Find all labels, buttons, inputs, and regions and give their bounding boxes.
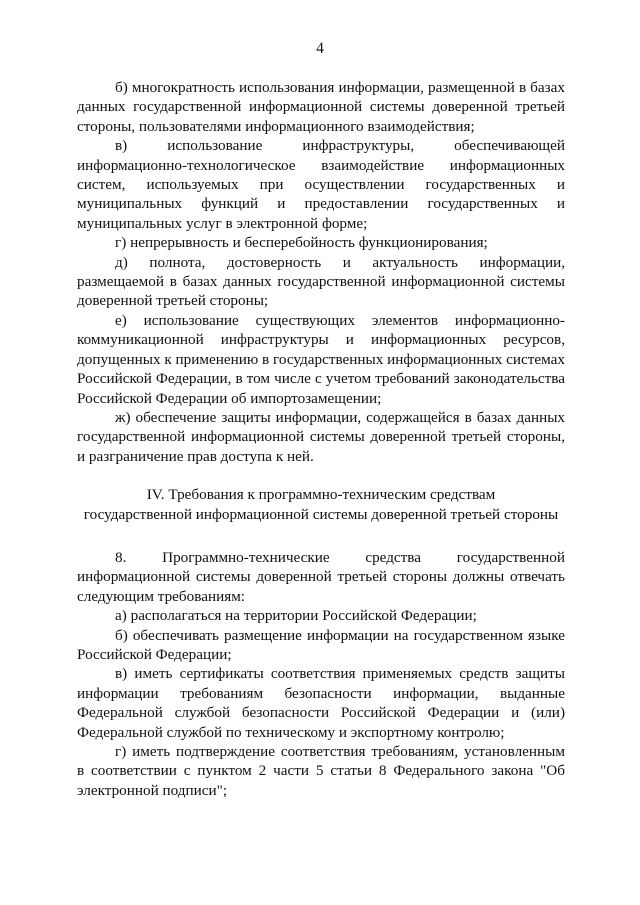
paragraph-d: д) полнота, достоверность и актуальность информации, размещаемой в базах данных государственной информационной системы доверенной третьей стороны; <box>77 253 565 310</box>
document-body <box>77 78 565 800</box>
paragraph-8g: г) иметь подтверждение соответствия требованиям, установленным в соответствии с пунктом 2 части 5 статьи 8 Федерального закона "Об электронной подписи"; <box>77 743 565 799</box>
paragraph-8v: в) иметь сертификаты соответствия применяемых средств защиты информации требованиям безопасности информации, выданные Федеральной службой безопасности Российской Федерации и (или) Федеральной службой по техническому и экспортному контролю; <box>77 665 565 741</box>
paragraph-g: г) непрерывность и бесперебойность функционирования; <box>115 234 488 252</box>
paragraph-b: б) многократность использования информации, размещенной в базах данных государственной информационной системы доверенной третьей стороны, пользователями информационного взаимодействия; <box>77 79 565 135</box>
paragraph-8: 8. Программно-технические средства государственной информационной системы доверенной третьей стороны должны отвечать следующим требованиям: <box>77 548 565 605</box>
section-heading-line-1: IV. Требования к программно-техническим средствам <box>146 486 496 504</box>
section-heading <box>69 485 573 524</box>
paragraph-8a: а) располагаться на территории Российской Федерации; <box>115 607 477 625</box>
paragraph-v: в) использование инфраструктуры, обеспечивающей информационно-технологическое взаимодействие информационных систем, используемых при осуществлении государственных и муниципальных функций и предоставлении государственных и муниципальных услуг в электронной форме; <box>77 137 565 232</box>
paragraph-8b: б) обеспечивать размещение информации на государственном языке Российской Федерации; <box>77 626 565 663</box>
paragraph-zh: ж) обеспечение защиты информации, содержащейся в базах данных государственной информационной системы доверенной третьей стороны, и разграничение прав доступа к ней. <box>77 408 565 465</box>
section-heading-line-2: государственной информационной системы доверенной третьей стороны <box>83 505 559 523</box>
paragraph-e: е) использование существующих элементов информационно-коммуникационной инфраструктуры и информационных ресурсов, допущенных к применению в государственных информационных системах Российской Федерации, в том числе с учетом требований законодательства Российской Федерации об импортозамещении; <box>77 311 565 407</box>
page-number: 4 <box>316 40 324 57</box>
